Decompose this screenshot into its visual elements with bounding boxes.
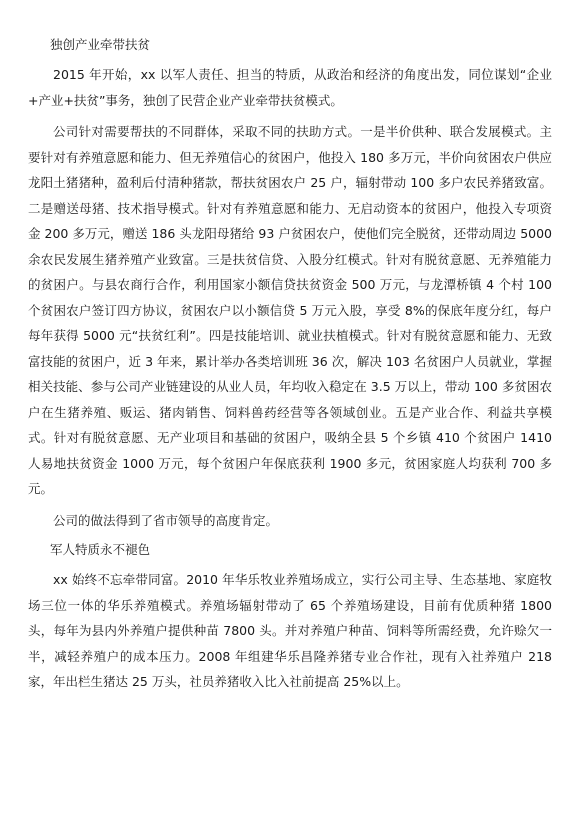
- paragraph-recognition: 公司的做法得到了省市领导的高度肯定。: [53, 512, 279, 528]
- section-heading-military-spirit: 军人特质永不褪色: [50, 542, 151, 557]
- section-heading-poverty-alleviation: 独创产业牵带扶贫: [50, 37, 151, 52]
- paragraph-assistance-modes: 公司针对需要帮扶的不同群体，采取不同的扶助方式。一是半价供种、联合发展模式。主要针对有养殖意愿和能力、但无养殖信心的贫困户，他投入 180 多万元，半价向贫困农户供应龙阳土猪猪种，盈利后付清种猪款，帮扶贫困农户 25 户，辐射带动 100 多户农民养猪致富。二是赠送母猪、技术指导模式。针对有养殖意愿和能力、无启动资本的贫困户，他投入专项资金 200 多万元，赠送 186 头龙阳母猪给 93 户贫困农户，使他们完全脱贫，还带动周边 5000 余农民发展生猪养殖产业致富。三是扶贫信贷、入股分红模式。针对有脱贫意愿、无养殖能力的贫困户。与县农商行合作，利用国家小额信贷扶贫资金 500 万元，与龙潭桥镇 4 个村 100 个贫困农户签订四方协议，贫困农户以小额信贷 5 万元入股，享受 8%的保底年度分红，每户每年获得 5000 元“扶贫红利”。四是技能培训、就业扶植模式。针对有脱贫意愿和能力、无致富技能的贫困户，近 3 年来，累计举办各类培训班 36 次，解决 103 名贫困户人员就业，掌握相关技能、参与公司产业链建设的从业人员，年均收入稳定在 3.5 万以上，带动 100 多贫困农户在生猪养殖、贩运、猪肉销售、饲料兽药经营等各领域创业。五是产业合作、利益共享模式。针对有脱贫意愿、无产业项目和基础的贫困户，吸纳全县 5 个乡镇 410 个贫困户 1410 人易地扶贫资金 1000 万元，每个贫困户年保底获利 1900 多元，贫困家庭人均获利 700 多元。: [28, 124, 552, 496]
- paragraph-intro: 2015 年开始，xx 以军人责任、担当的特质，从政治和经济的角度出发，同位谋划“企业+产业+扶贫”事务，独创了民营企业产业牵带扶贫模式。: [28, 67, 552, 108]
- paragraph-farming-model: xx 始终不忘牵带同富。2010 年华乐牧业养殖场成立，实行公司主导、生态基地、家庭牧场三位一体的华乐养殖模式。养殖场辐射带动了 65 个养殖场建设，目前有优质种猪 1800 头，每年为县内外养殖户提供种苗 7800 头。并对养殖户种苗、饲料等所需经费，允许赊欠一半，减轻养殖户的成本压力。2008 年组建华乐昌隆养猪专业合作社，现有入社养殖户 218 家，年出栏生猪达 25 万头，社员养猪收入比入社前提高 25%以上。: [28, 572, 552, 689]
